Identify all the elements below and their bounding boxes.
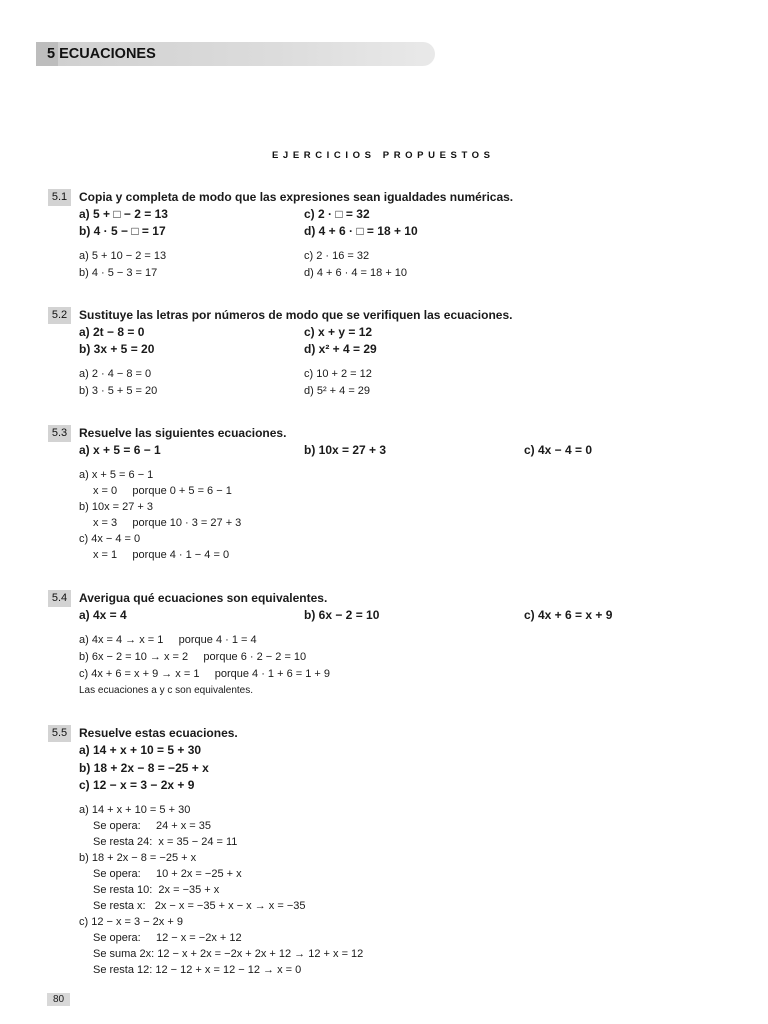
answer-line: c) 4x + 6 = x + 9 → x = 1 porque 4 · 1 + 6 = 1 + 9 — [79, 668, 331, 680]
exercise-item: d) 4 + 6 · □ = 18 + 10 — [304, 224, 418, 238]
answer-line: x = 3 porque 10 · 3 = 27 + 3 — [93, 517, 242, 529]
exercise-item: c) 2 · □ = 32 — [304, 207, 370, 221]
answer-line: b) 4 · 5 − 3 = 17 — [79, 267, 158, 279]
answer-line: b) 3 · 5 + 5 = 20 — [79, 385, 158, 397]
exercise-item: a) 2t − 8 = 0 — [79, 325, 145, 339]
answer-line: Se resta 10: 2x = −35 + x — [93, 884, 220, 896]
exercise-item: b) 18 + 2x − 8 = −25 + x — [79, 761, 209, 775]
exercise-statement: Resuelve estas ecuaciones. — [79, 726, 238, 740]
answer-line: a) 14 + x + 10 = 5 + 30 — [79, 804, 191, 816]
answer-line: c) 2 · 16 = 32 — [304, 250, 370, 262]
exercise-statement: Copia y completa de modo que las expresiones sean igualdades numéricas. — [79, 190, 514, 204]
exercise-statement: Resuelve las siguientes ecuaciones. — [79, 426, 287, 440]
chapter-title: 5 ECUACIONES — [47, 46, 156, 62]
exercise-number: 5.1 — [48, 189, 71, 206]
exercise-item: a) 14 + x + 10 = 5 + 30 — [79, 743, 202, 757]
answer-line: Se resta x: 2x − x = −35 + x − x → x = −35 — [93, 900, 306, 912]
answer-line: Se opera: 10 + 2x = −25 + x — [93, 868, 242, 880]
exercise-number: 5.4 — [48, 590, 71, 607]
answer-line: b) 6x − 2 = 10 → x = 2 porque 6 · 2 − 2 = 10 — [79, 651, 307, 663]
answer-line: d) 5² + 4 = 29 — [304, 385, 371, 397]
answer-line: a) 2 · 4 − 8 = 0 — [79, 368, 152, 380]
exercise-statement: Averigua qué ecuaciones son equivalentes. — [79, 591, 328, 605]
exercise-statement: Sustituye las letras por números de modo que se verifiquen las ecuaciones. — [79, 308, 513, 322]
answer-line: Se opera: 12 − x = −2x + 12 — [93, 932, 242, 944]
answer-line: b) 18 + 2x − 8 = −25 + x — [79, 852, 197, 864]
answer-line: c) 10 + 2 = 12 — [304, 368, 372, 380]
answer-line: Se resta 12: 12 − 12 + x = 12 − 12 → x = 0 — [93, 964, 302, 976]
answer-line: b) 10x = 27 + 3 — [79, 501, 153, 513]
page-number: 80 — [47, 993, 70, 1006]
exercise-item: b) 10x = 27 + 3 — [304, 443, 387, 457]
answer-line: Se resta 24: x = 35 − 24 = 11 — [93, 836, 238, 848]
exercise-number: 5.2 — [48, 307, 71, 324]
exercise-item: a) 5 + □ − 2 = 13 — [79, 207, 168, 221]
exercise-item: c) 12 − x = 3 − 2x + 9 — [79, 778, 195, 792]
exercise-item: b) 3x + 5 = 20 — [79, 342, 155, 356]
answer-line: d) 4 + 6 · 4 = 18 + 10 — [304, 267, 408, 279]
answer-line: Se suma 2x: 12 − x + 2x = −2x + 2x + 12 → 12 + x = 12 — [93, 948, 364, 960]
exercise-item: c) 4x + 6 = x + 9 — [524, 608, 613, 622]
answer-line: a) 4x = 4 → x = 1 porque 4 · 1 = 4 — [79, 634, 257, 646]
exercise-number: 5.3 — [48, 425, 71, 442]
answer-line: Se opera: 24 + x = 35 — [93, 820, 212, 832]
exercise-item: c) x + y = 12 — [304, 325, 373, 339]
exercise-item: a) 4x = 4 — [79, 608, 127, 622]
exercise-item: c) 4x − 4 = 0 — [524, 443, 593, 457]
answer-line: c) 12 − x = 3 − 2x + 9 — [79, 916, 183, 928]
exercise-item: d) x² + 4 = 29 — [304, 342, 377, 356]
section-heading: EJERCICIOS PROPUESTOS — [272, 150, 495, 161]
answer-line: x = 1 porque 4 · 1 − 4 = 0 — [93, 549, 230, 561]
answer-line: a) 5 + 10 − 2 = 13 — [79, 250, 167, 262]
exercise-number: 5.5 — [48, 725, 71, 742]
answer-line: x = 0 porque 0 + 5 = 6 − 1 — [93, 485, 232, 497]
answer-line: c) 4x − 4 = 0 — [79, 533, 141, 545]
exercise-item: a) x + 5 = 6 − 1 — [79, 443, 161, 457]
answer-line: Las ecuaciones a y c son equivalentes. — [79, 685, 253, 696]
exercise-item: b) 4 · 5 − □ = 17 — [79, 224, 166, 238]
answer-line: a) x + 5 = 6 − 1 — [79, 469, 154, 481]
exercise-item: b) 6x − 2 = 10 — [304, 608, 380, 622]
